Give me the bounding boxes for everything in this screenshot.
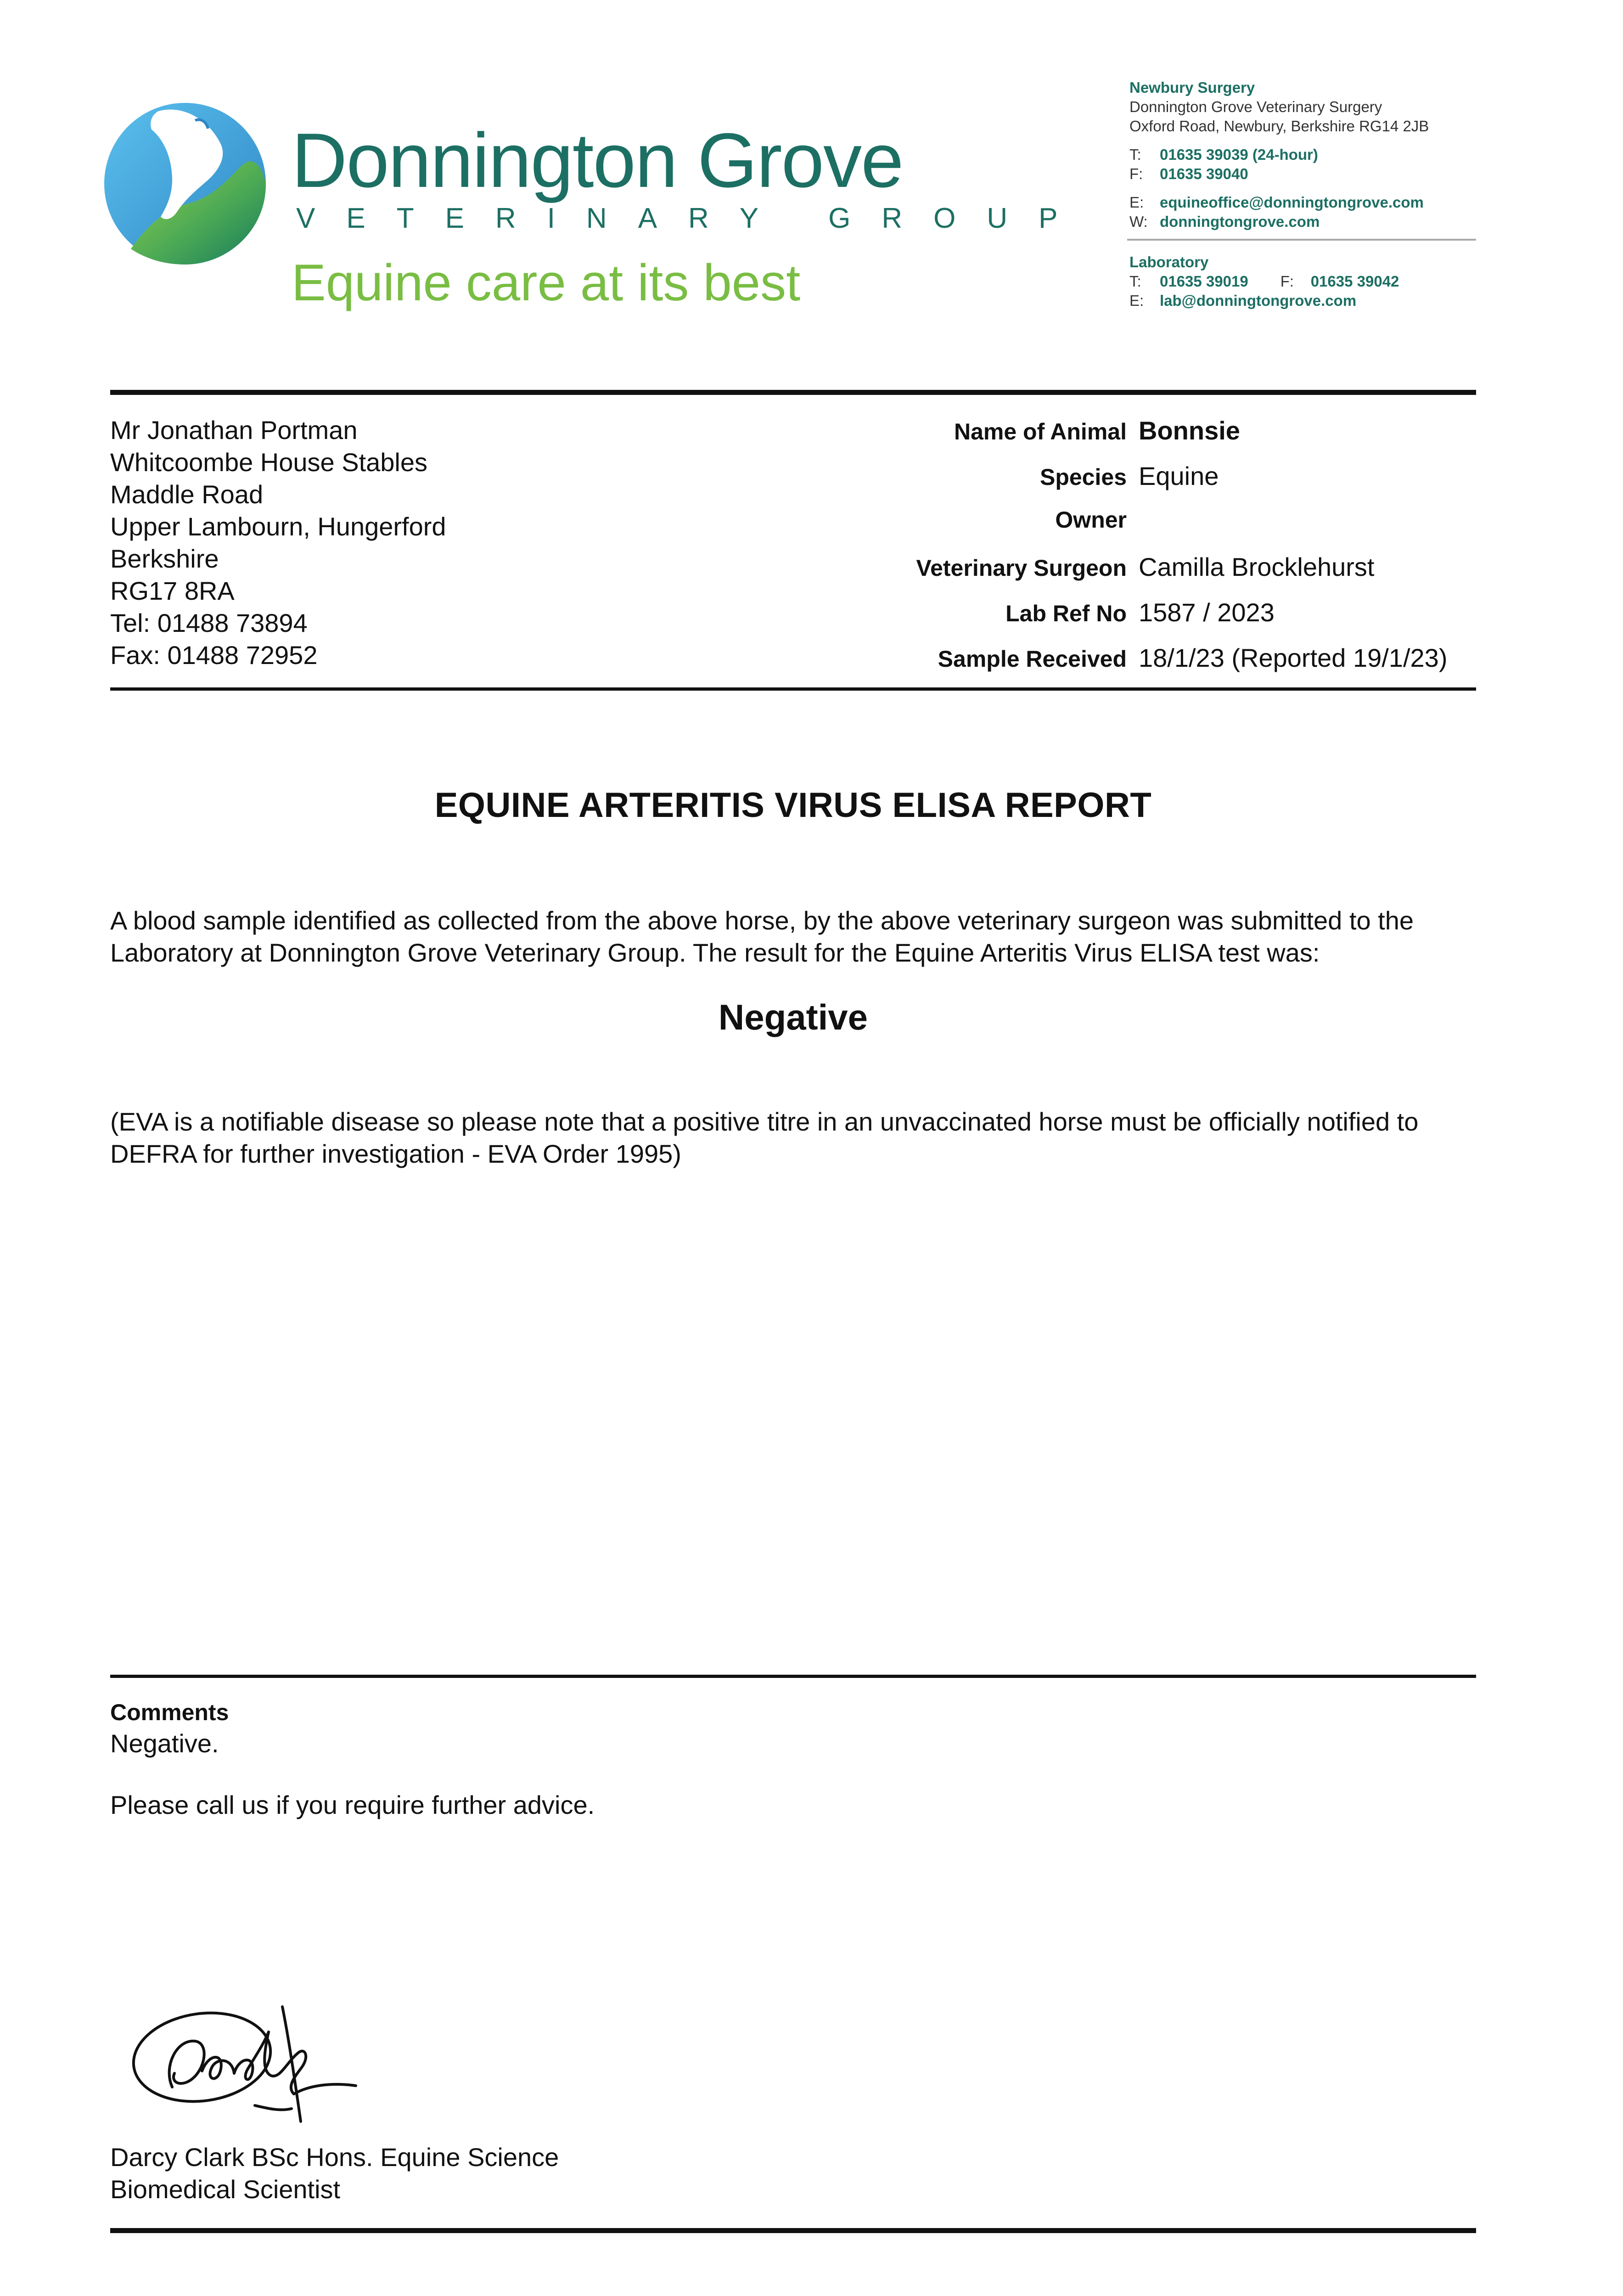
species-label: Species [1039,464,1127,490]
lab-email-link[interactable]: lab@donningtongrove.com [1160,292,1357,309]
detail-row-received [680,643,1478,688]
detail-row-labref [680,597,1478,643]
address-line: Tel: 01488 73894 [110,608,308,637]
signatory-name: Darcy Clark BSc Hons. Equine Science [110,2143,559,2172]
header-divider [110,390,1476,395]
sample-received-value: 18/1/23 (Reported 19/1/23) [1139,643,1448,672]
address-line: Berkshire [110,544,219,573]
handwritten-signature [117,1988,374,2144]
comments-divider [110,1675,1476,1678]
lab-ref-value: 1587 / 2023 [1139,598,1275,627]
sample-received-label: Sample Received [938,646,1127,672]
surgery-email-label: E: [1129,194,1144,211]
report-intro: A blood sample identified as collected from the above horse, by the above veterinary surgeon was submitted to the Laboratory at Donnington Grove Veterinary Group. The result for the Equine Arteritis Virus ELISA test was: [110,906,1414,967]
lab-fax-label: F: [1280,273,1294,290]
surgery-web-label: W: [1129,213,1148,230]
signatory-block [110,2141,559,2206]
surgery-contact-block [1129,78,1579,231]
address-line: Whitcoombe House Stables [110,448,428,477]
footer-divider [110,2228,1476,2233]
lab-email-label: E: [1129,292,1144,309]
lab-fax: 01635 39042 [1310,273,1399,290]
address-line: Maddle Road [110,480,264,509]
address-line: Fax: 01488 72952 [110,641,318,670]
advice-text: Please call us if you require further advice. [110,1790,595,1819]
detail-row-species [680,461,1478,506]
animal-name-label: Name of Animal [954,419,1127,445]
detail-row-vet [680,552,1478,597]
signatory-title: Biomedical Scientist [110,2175,341,2204]
animal-name-value: Bonnsie [1139,416,1240,445]
surgery-address-line2: Oxford Road, Newbury, Berkshire RG14 2JB [1129,118,1429,135]
details-divider [110,687,1476,691]
surgery-fax-label: F: [1129,165,1143,182]
lab-ref-label: Lab Ref No [1005,601,1127,626]
detail-row-name [680,416,1478,461]
animal-details-table [680,416,1478,688]
report-title: EQUINE ARTERITIS VIRUS ELISA REPORT [434,786,1152,825]
lab-tel-label: T: [1129,273,1141,290]
surgery-tel-label: T: [1129,146,1141,163]
vet-value: Camilla Brocklehurst [1139,552,1375,581]
address-line: Mr Jonathan Portman [110,416,358,445]
surgery-tel[interactable]: 01635 39039 (24-hour) [1160,146,1318,163]
recipient-address [110,414,446,671]
species-value: Equine [1139,461,1219,490]
address-line: Upper Lambourn, Hungerford [110,512,446,541]
horse-head-logo-icon [103,102,266,265]
contact-divider [1127,239,1476,241]
laboratory-heading: Laboratory [1129,253,1209,270]
surgery-heading: Newbury Surgery [1129,79,1255,96]
detail-row-owner [680,506,1478,552]
surgery-fax: 01635 39040 [1160,165,1248,182]
vet-label: Veterinary Surgeon [916,555,1127,581]
surgery-web-link[interactable]: donningtongrove.com [1160,213,1320,230]
surgery-email-link[interactable]: equineoffice@donningtongrove.com [1160,194,1424,211]
brand-tagline: Equine care at its best [292,254,801,311]
comments-label: Comments [110,1699,229,1725]
owner-label: Owner [1055,507,1127,533]
lab-tel[interactable]: 01635 39019 [1160,273,1248,290]
comments-text: Negative. [110,1729,219,1758]
test-result: Negative [718,997,868,1037]
brand-name: Donnington Grove [292,117,903,203]
surgery-address-line1: Donnington Grove Veterinary Surgery [1129,98,1382,115]
notifiable-disease-note: (EVA is a notifiable disease so please note that a positive titre in an unvaccinated horse must be officially notified to DEFRA for further investigation - EVA Order 1995) [110,1107,1419,1168]
brand-subtitle: VETERINARY GROUP [296,203,1089,234]
address-line: RG17 8RA [110,576,235,605]
laboratory-contact-block [1129,253,1579,310]
